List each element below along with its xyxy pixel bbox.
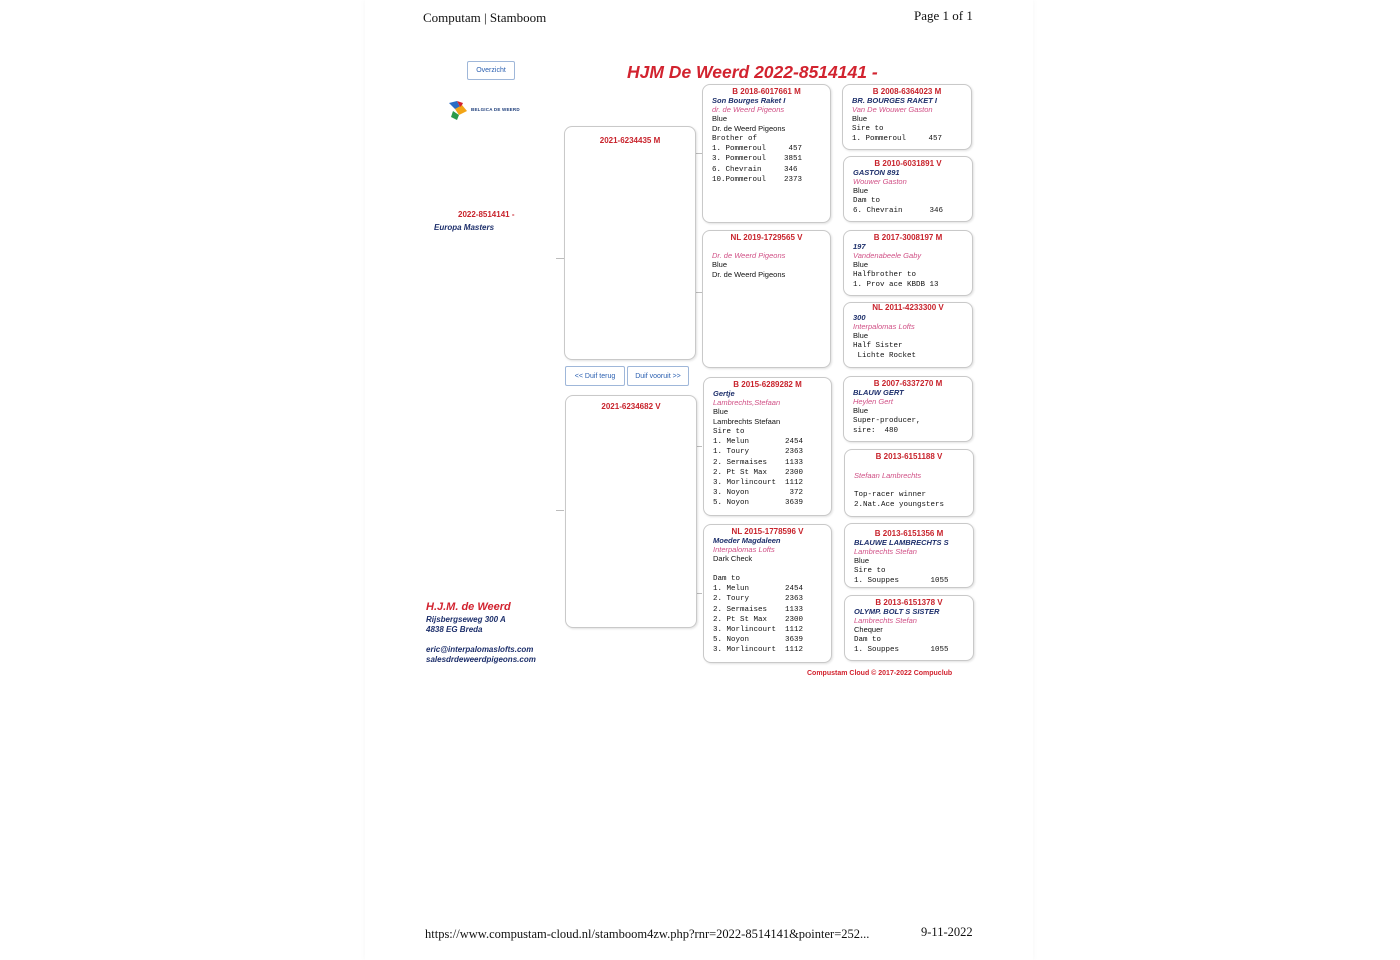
great-grandparent-card[interactable] xyxy=(842,84,972,150)
remark-line: Super-producer, xyxy=(853,417,921,425)
remark-line xyxy=(854,480,973,490)
remark-line: Brother of xyxy=(712,135,758,143)
color: Blue xyxy=(853,331,869,340)
remark-line xyxy=(713,564,831,574)
remark-line: Half Sister xyxy=(853,342,903,350)
remark-line: 2. Sermaises 1133 xyxy=(713,605,804,614)
remark-line: 1. Melun 2454 xyxy=(713,438,804,447)
breeder: dr. de Weerd Pigeons xyxy=(712,105,785,114)
pigeon-name: BLAUWE LAMBRECHTS S xyxy=(854,538,949,547)
ring-number: B 2015-6289282 M xyxy=(733,380,802,389)
color: Blue xyxy=(852,114,868,123)
grandparent-card[interactable] xyxy=(703,377,832,516)
owner-city: 4838 EG Breda xyxy=(426,625,483,634)
subject-ring: 2022-8514141 - xyxy=(458,210,515,219)
logo-text: BELGICA DE WEERD xyxy=(471,107,520,112)
remark-line: 2. Toury 2363 xyxy=(713,595,804,604)
color: Blue xyxy=(853,186,869,195)
pigeon-name: GASTON 891 xyxy=(853,168,900,177)
remark-line: Dam to xyxy=(713,575,741,583)
breeder: Lambrechts,Stefaan xyxy=(713,398,781,407)
breeder: Interpalomas Lofts xyxy=(713,545,775,554)
pigeon-name: Gertje xyxy=(713,389,735,398)
breeder: Interpalomas Lofts xyxy=(853,322,915,331)
ring-number: B 2018-6017661 M xyxy=(732,87,801,96)
great-grandparent-card[interactable] xyxy=(843,302,973,368)
remark-line: 1. Souppes 1055 xyxy=(854,646,949,655)
pigeon-name: BLAUW GERT xyxy=(853,388,904,397)
pigeon-name: BR. BOURGES RAKET I xyxy=(852,96,938,105)
remark-line: 1. Melun 2454 xyxy=(713,585,804,594)
ring-number: NL 2015-1778596 V xyxy=(731,527,804,536)
ring-number: B 2017-3008197 M xyxy=(873,233,943,242)
overview-button[interactable]: Overzicht xyxy=(467,61,515,80)
great-grandparent-card[interactable] xyxy=(843,156,973,222)
pigeon-name: Moeder Magdaleen xyxy=(713,536,781,545)
ring-number: B 2010-6031891 V xyxy=(874,159,942,168)
remark-line: 1. Pommeroul 457 xyxy=(852,135,943,144)
remark-line: 3. Morlincourt 1112 xyxy=(713,479,804,488)
color: Blue xyxy=(854,556,870,565)
print-header-right: Page 1 of 1 xyxy=(914,8,973,23)
breeder: Wouwer Gaston xyxy=(853,177,907,186)
color: Blue xyxy=(713,407,729,416)
remark-line: 5. Noyon 3639 xyxy=(713,636,804,645)
remark-line: sire: 480 xyxy=(853,427,899,436)
print-footer-date: 9-11-2022 xyxy=(921,925,973,939)
remark-line: Top-racer winner xyxy=(854,491,927,499)
ring-number: B 2008-6364023 M xyxy=(872,87,942,96)
connector-line xyxy=(695,153,702,154)
breeder: Lambrechts Stefan xyxy=(854,547,917,556)
subject-name: Europa Masters xyxy=(434,223,495,232)
owner-street: Rijsbergseweg 300 A xyxy=(426,615,506,624)
remark-line: Lichte Rocket xyxy=(853,352,917,361)
color: Blue xyxy=(853,260,869,269)
ring-number: B 2013-6151356 M xyxy=(874,529,944,538)
color: Blue xyxy=(853,406,869,415)
remark-line: 1. Pommeroul 457 xyxy=(712,145,803,154)
breeder: Heylen Gert xyxy=(853,397,894,406)
great-grandparent-card[interactable] xyxy=(843,230,973,296)
pigeon-name: OLYMP. BOLT S SISTER xyxy=(854,607,940,616)
color: Blue xyxy=(712,260,728,269)
remark-line: 1. Prov ace KBDB 13 xyxy=(853,281,939,290)
remark-line: 6. Chevrain 346 xyxy=(712,165,798,174)
owner: Dr. de Weerd Pigeons xyxy=(712,270,786,279)
great-grandparent-card[interactable] xyxy=(844,595,974,661)
pigeon-name: 197 xyxy=(853,242,866,251)
breeder: Stefaan Lambrechts xyxy=(854,471,922,480)
great-grandparent-card[interactable] xyxy=(844,449,974,517)
great-grandparent-card[interactable] xyxy=(844,523,974,588)
print-header-left: Computam | Stamboom xyxy=(423,10,547,25)
print-footer-url: https://www.compustam-cloud.nl/stamboom4zw.php?rnr=2022-8514141&pointer=252... xyxy=(425,927,870,941)
remark-line: 6. Chevrain 346 xyxy=(853,207,944,216)
owner: Lambrechts Stefaan xyxy=(713,417,781,426)
breeder: Vandenabeele Gaby xyxy=(853,251,922,260)
remark-line: Sire to xyxy=(852,125,884,133)
remark-line: 10.Pommeroul 2373 xyxy=(712,175,803,184)
next-pigeon-button[interactable]: Duif vooruit >> xyxy=(627,366,689,386)
remark-line: Dam to xyxy=(853,197,881,205)
grandparent-card[interactable] xyxy=(702,84,831,223)
breeder: Dr. de Weerd Pigeons xyxy=(712,251,786,260)
remark-line: 1. Toury 2363 xyxy=(713,448,804,457)
remark-line: 3. Morlincourt 1112 xyxy=(713,626,804,635)
remark-line: 3. Pommeroul 3851 xyxy=(712,155,803,164)
pigeon-name: 300 xyxy=(853,313,866,322)
remark-line: Dam to xyxy=(854,636,882,644)
page-title: HJM De Weerd 2022-8514141 - xyxy=(627,62,878,82)
connector-line xyxy=(556,258,564,259)
remark-line: 5. Noyon 3639 xyxy=(713,499,804,508)
remark-line: 2. Sermaises 1133 xyxy=(713,458,804,467)
dam-ring: 2021-6234682 V xyxy=(601,402,661,411)
connector-line xyxy=(556,510,564,511)
breeder: Van De Wouwer Gaston xyxy=(852,105,933,114)
belgica-logo xyxy=(447,99,527,121)
connector-line xyxy=(695,292,702,293)
ring-number: B 2013-6151188 V xyxy=(875,452,943,461)
sire-card[interactable] xyxy=(564,126,696,360)
grandparent-card[interactable] xyxy=(702,230,831,368)
owner-email[interactable]: eric@interpalomaslofts.com xyxy=(426,645,534,654)
remark-line: Halfbrother to xyxy=(853,271,917,279)
sire-ring: 2021-6234435 M xyxy=(599,136,661,145)
grandparent-card[interactable] xyxy=(703,524,832,663)
remark-line: 2. Pt St Max 2300 xyxy=(713,468,804,477)
previous-pigeon-button[interactable]: << Duif terug xyxy=(565,366,625,386)
dam-card[interactable] xyxy=(565,395,697,628)
color: Dark Check xyxy=(713,554,753,563)
great-grandparent-card[interactable] xyxy=(843,376,973,442)
remark-line: 3. Noyon 372 xyxy=(713,489,804,498)
remark-line: 3. Morlincourt 1112 xyxy=(713,646,804,655)
remark-line: 1. Souppes 1055 xyxy=(854,577,949,586)
ring-number: B 2007-6337270 M xyxy=(873,379,943,388)
ring-number: B 2013-6151378 V xyxy=(875,598,943,607)
color: Blue xyxy=(712,114,728,123)
owner-email-2[interactable]: salesdrdeweerdpigeons.com xyxy=(426,655,536,664)
breeder: Lambrechts Stefan xyxy=(854,616,917,625)
owner: Dr. de Weerd Pigeons xyxy=(712,124,786,133)
remark-line: 2.Nat.Ace youngsters xyxy=(854,501,945,510)
color: Chequer xyxy=(854,625,883,634)
remark-line: Sire to xyxy=(713,428,745,436)
pigeon-logo-icon xyxy=(447,99,469,121)
copyright: Compustam Cloud © 2017-2022 Compuclub xyxy=(807,670,953,677)
ring-number: NL 2019-1729565 V xyxy=(730,233,803,242)
pigeon-name: Son Bourges Raket I xyxy=(712,96,786,105)
owner-name: H.J.M. de Weerd xyxy=(426,601,511,613)
remark-line: Sire to xyxy=(854,567,886,575)
ring-number: NL 2011-4233300 V xyxy=(872,303,944,312)
remark-line: 2. Pt St Max 2300 xyxy=(713,615,804,624)
